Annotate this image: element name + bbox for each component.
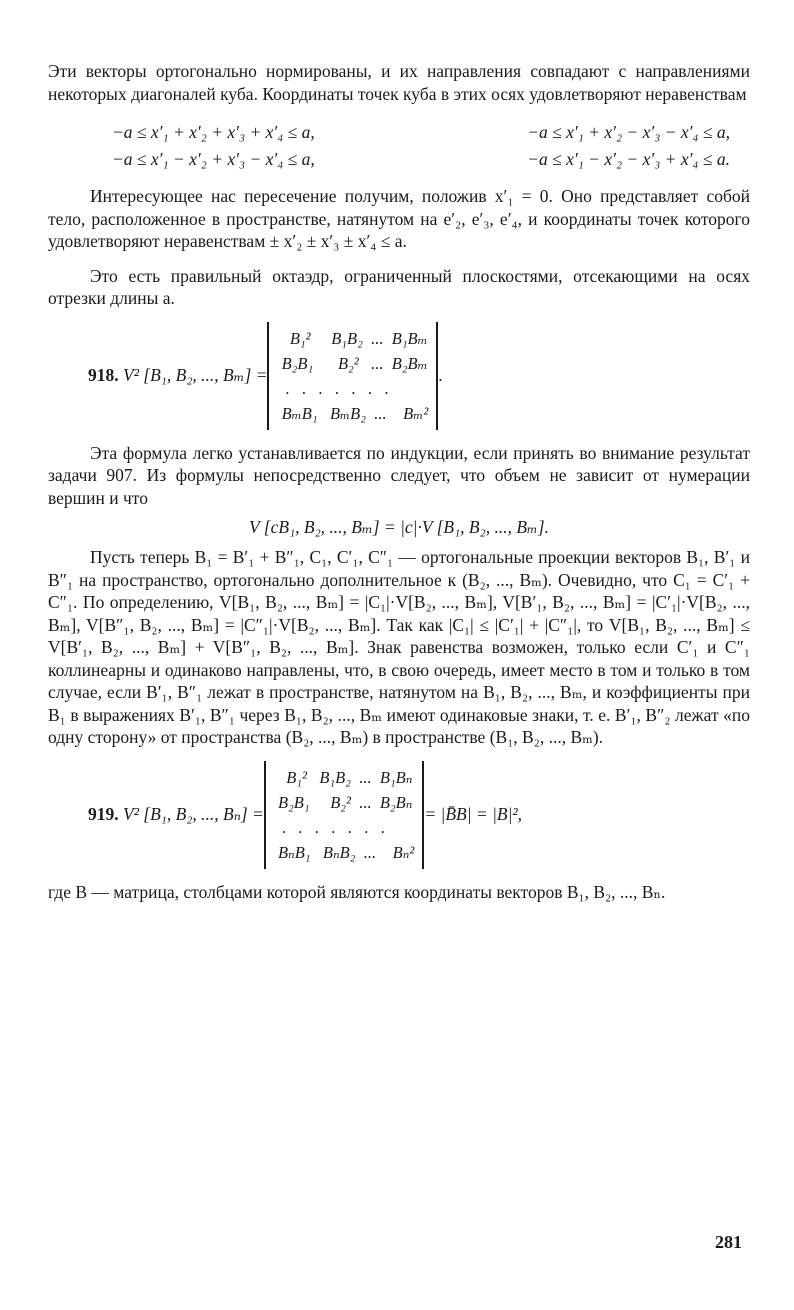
det-row: B₂B₁ B₂² ... B₂Bₘ — [277, 353, 428, 373]
det-row: B₂B₁ B₂² ... B₂Bₙ — [273, 792, 413, 812]
gram-determinant — [267, 322, 438, 430]
det-row: . . . . . . . — [273, 817, 386, 837]
inequality: −a ≤ x′₁ − x′₂ − x′₃ + x′₄ ≤ a. — [527, 149, 730, 169]
formula-lhs: V² [B₁, B₂, ..., Bₘ] = — [123, 365, 268, 385]
inequality: −a ≤ x′₁ + x′₂ + x′₃ + x′₄ ≤ a, — [112, 122, 315, 142]
gram-determinant — [264, 761, 425, 869]
paragraph-3: Это есть правильный октаэдр, ограниченный плоскостями, отсекающими на осях отрезки длины a. — [48, 265, 750, 308]
det-row: BₘB₁ BₘB₂ ... Bₘ² — [277, 403, 429, 423]
page-content — [48, 60, 750, 903]
inequality-row-2 — [48, 146, 750, 173]
formula-918 — [88, 322, 750, 430]
paragraph-5: Пусть теперь B₁ = B′₁ + B″₁, C₁, C′₁, C″₁ — ортогональные проекции векторов B₁, B′₁ и B″₁ на пространство, ортогонально дополнительное к (B₂, ..., Bₘ). Очевидно, что C₁ = C′₁ + C″₁. По определению, V[B₁, B₂, ..., Bₘ] = |C₁|·V[B₂, ..., Bₘ], V[B′₁, B₂, ..., Bₘ] = |C′₁|·V[B₂, ..., Bₘ], V[B″₁, B₂, ..., Bₘ] = |C″₁|·V[B₂, ..., Bₘ]. Так как |C₁| ≤ |C′₁| + |C″₁|, то V[B₁, B₂, ..., Bₘ] ≤ V[B′₁, B₂, ..., Bₘ] + V[B″₁, B₂, ..., Bₘ]. Знак равенства возможен, только если C′₁ и C″₁ коллинеарны и одинаково направлены, что, в свою очередь, имеет место в том и только в том случае, если B′₁, B″₁ лежат в пространстве, натянутом на B₁, B₂, ..., Bₘ, и коэффициенты при B₁ в выражениях B′₁, B″₁ через B₁, B₂, ..., Bₘ имеют одинаковые знаки, т. е. B′₁, B″₂ лежат «по одну сторону» от пространства (B₂, ..., Bₘ) в пространстве (B₁, B₂, ..., Bₘ). — [48, 547, 750, 747]
det-row: B₁² B₁B₂ ... B₁Bₙ — [273, 767, 413, 787]
cube-inequalities — [48, 119, 750, 173]
inequality: −a ≤ x′₁ + x′₂ − x′₃ − x′₄ ≤ a, — [527, 122, 730, 142]
paragraph-6: где B — матрица, столбцами которой являются координаты векторов B₁, B₂, ..., Bₙ. — [48, 881, 666, 902]
paragraph-1: Эти векторы ортогонально нормированы, и их направления совпадают с направлениями некоторых диагоналей куба. Координаты точек куба в этих осях удовлетворяют неравенствам — [48, 61, 750, 104]
det-row: BₙB₁ BₙB₂ ... Bₙ² — [273, 842, 415, 862]
page-number: 281 — [715, 1232, 742, 1252]
det-row: . . . . . . . — [277, 378, 389, 398]
det-row: B₁² B₁B₂ ... B₁Bₘ — [277, 328, 428, 348]
formula-suffix: = |B̄B| = |B|², — [424, 804, 523, 824]
problem-number: 918. — [88, 365, 119, 385]
inequality: −a ≤ x′₁ − x′₂ + x′₃ − x′₄ ≤ a, — [112, 149, 315, 169]
paragraph-2: Интересующее нас пересечение получим, положив x′₁ = 0. Оно представляет собой тело, расположенное в пространстве, натянутом на e′₂, e′₃, e′₄, и координаты точек которого удовлетворяют неравенствам ± x′₂ ± x′₃ ± x′₄ ≤ a. — [48, 186, 750, 251]
paragraph-4: Эта формула легко устанавливается по индукции, если принять во внимание результат задачи 907. Из формулы непосредственно следует, что объем не зависит от нумерации вершин и что — [48, 442, 750, 508]
problem-number: 919. — [88, 804, 119, 824]
formula-suffix: . — [438, 365, 443, 385]
formula-lhs: V² [B₁, B₂, ..., Bₙ] = — [123, 804, 264, 824]
scaling-equation: V [cB₁, B₂, ..., Bₘ] = |c|·V [B₁, B₂, ..., Bₘ]. — [249, 517, 549, 537]
formula-919 — [88, 761, 750, 869]
inequality-row-1 — [48, 119, 750, 146]
